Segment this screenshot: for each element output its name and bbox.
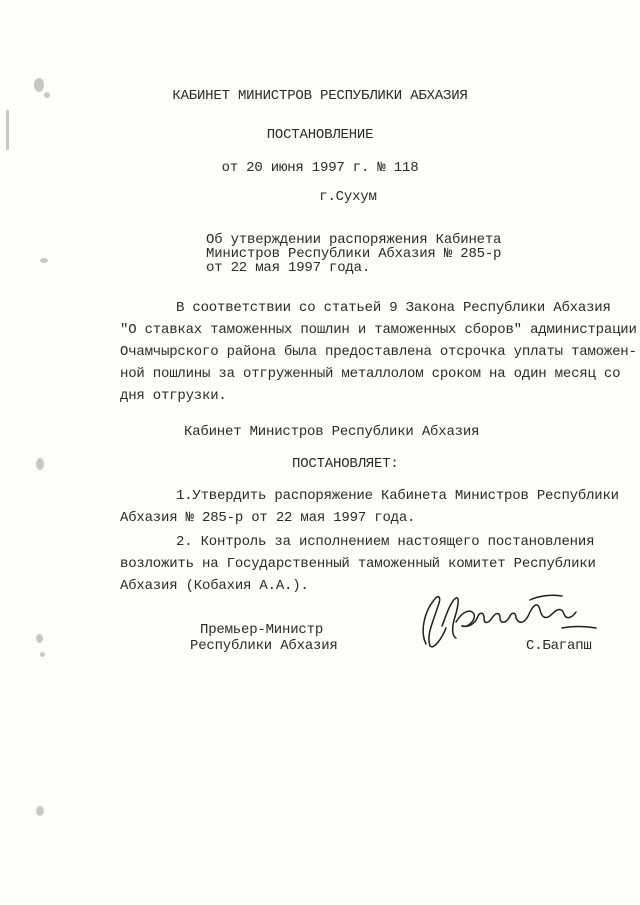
body-line: В соответствии со статьей 9 Закона Республики Абхазия — [176, 300, 611, 316]
scan-artifact — [40, 652, 45, 657]
document-type: ПОСТАНОВЛЕНИЕ — [266, 127, 374, 143]
item-1-line: 1.Утвердить распоряжение Кабинета Министров Республики — [176, 488, 619, 504]
signer-position: Республики Абхазия — [190, 638, 338, 654]
body-line: дня отгрузки. — [120, 388, 227, 404]
cabinet-heading: КАБИНЕТ МИНИСТРОВ РЕСПУБЛИКИ АБХАЗИЯ — [172, 88, 468, 104]
scan-artifact — [40, 258, 48, 263]
item-2-line: 2. Контроль за исполнением настоящего постановления — [176, 534, 595, 550]
item-1-line: Абхазия № 285-р от 22 мая 1997 года. — [120, 510, 416, 526]
resolves-heading: ПОСТАНОВЛЯЕТ: — [292, 456, 399, 472]
subject-line: от 22 мая 1997 года. — [206, 260, 371, 276]
signer-name: С.Багапш — [526, 638, 592, 654]
handwritten-signature — [412, 582, 602, 654]
scan-artifact — [36, 806, 44, 816]
scan-artifact — [36, 634, 43, 643]
subject-line: Об утверждении распоряжения Кабинета — [206, 232, 502, 248]
body-line: "О ставках таможенных пошлин и таможенных сборов" администрации — [120, 322, 637, 338]
signer-position: Премьер-Министр — [200, 622, 324, 638]
item-2-line: Абхазия (Кобахия А.А.). — [120, 578, 309, 594]
body-line: Очамчырского района была предоставлена отсрочка уплаты таможен- — [120, 344, 637, 360]
subject-line: Министров Республики Абхазия № 285-р — [206, 246, 502, 262]
date-number: от 20 июня 1997 г. № 118 — [221, 160, 419, 176]
issuer: Кабинет Министров Республики Абхазия — [184, 424, 480, 440]
city: г.Сухум — [319, 189, 377, 205]
body-line: ной пошлины за отгруженный металлолом сроком на один месяц со — [120, 366, 621, 382]
scan-artifact — [36, 458, 44, 470]
item-2-line: возложить на Государственный таможенный комитет Республики — [120, 556, 596, 572]
